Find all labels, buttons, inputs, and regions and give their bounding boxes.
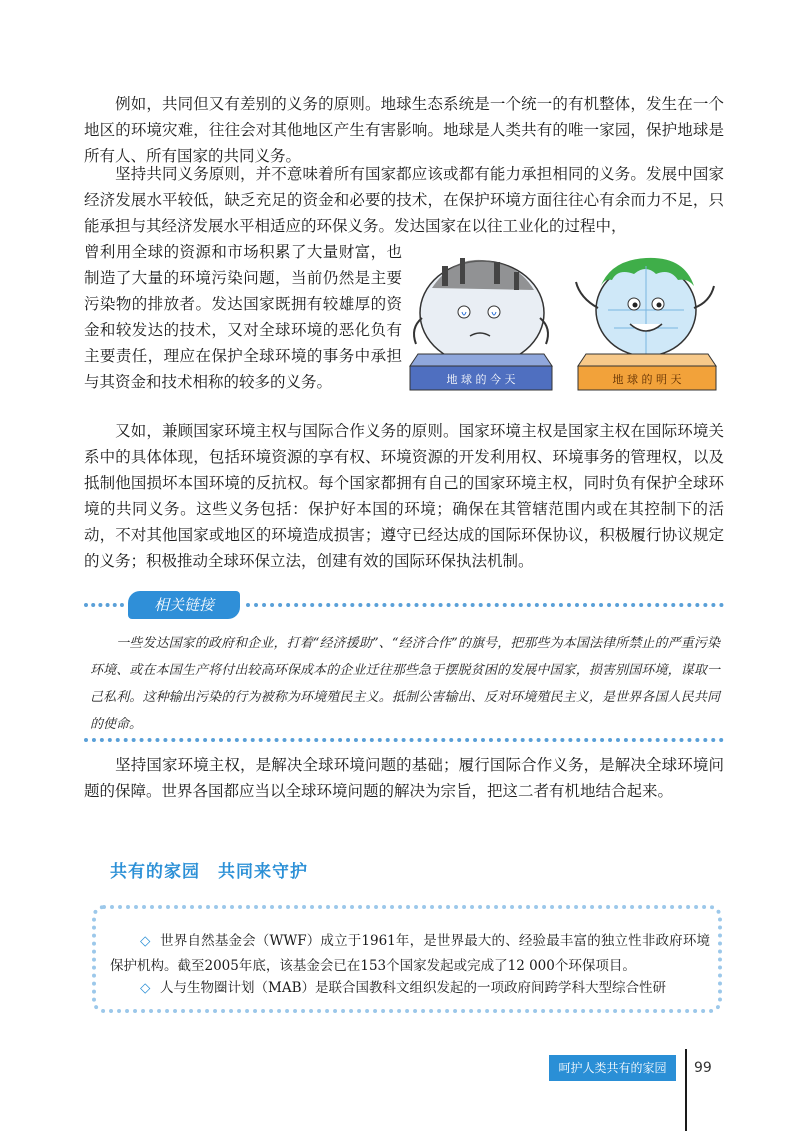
green-earth-figure (576, 258, 714, 356)
info-bullet-mab: ◇ 人与生物圈计划（MAB）是联合国教科文组织发起的一项政府间跨学科大型综合性研 (110, 976, 710, 1001)
divider-dotted (246, 603, 724, 607)
section-title: 共有的家园 共同来守护 (110, 862, 308, 882)
footer-rule (685, 1049, 687, 1131)
paragraph-shared-duty: 坚持共同义务原则，并不意味着所有国家都应该或都有能力承担相同的义务。发展中国家经济发展水平较低，缺乏充足的资金和必要的技术，在保护环境方面往往心有余而力不足，只能承担与其经济发展水平相适应的环保义务。发达国家在以往工业化的过程中， (84, 165, 724, 235)
divider-dotted (84, 738, 724, 742)
earth-today-tomorrow-cartoon (402, 248, 724, 398)
pedestal-today-label: 地 球 的 今 天 (446, 373, 516, 386)
polluted-earth-figure (414, 258, 548, 365)
paragraph-common-obligation: 例如，共同但又有差别的义务的原则。地球生态系统是一个统一的有机整体，发生在一个地区的环境灾难，往往会对其他地区产生有害影响。地球是人类共有的唯一家园，保护地球是所有人、所有国家的共同义务。 (84, 95, 724, 165)
paragraph-environmental-sovereignty: 又如，兼顾国家环境主权与国际合作义务的原则。国家环境主权是国家主权在国际环境关系中的具体体现，包括环境资源的享有权、环境资源的开发利用权、环境事务的管理权，以及抵制他国损坏本国环境的反抗权。每个国家都拥有自己的国家环境主权，同时负有保护全球环境的共同义务。这些义务包括：保护好本国的环境；确保在其管辖范围内或在其控制下的活动，不对其他国家或地区的环境造成损害；遵守已经达成的国际环保协议，积极履行协议规定的义务；积极推动全球环保立法，创建有效的国际环保执法机制。 (84, 422, 724, 570)
chapter-footer-label: 呵护人类共有的家园 (549, 1055, 676, 1081)
pedestal-tomorrow-label: 地 球 的 明 天 (612, 373, 682, 386)
related-link-text: 一些发达国家的政府和企业，打着“经济援助”、“经济合作”的旗号，把那些为本国法律所禁止的严重污染环境、或在本国生产将付出较高环保成本的企业迁往那些急于摆脱贫困的发展中国家，损害别国环境，谋取一己私利。这种输出污染的行为被称为环境殖民主义。抵制公害输出、反对环境殖民主义，是世界各国人民共同的使命。 (90, 636, 720, 732)
divider-dotted (84, 603, 124, 607)
page-number: 99 (694, 1060, 712, 1076)
diamond-icon: ◇ (140, 980, 151, 996)
paragraph-conclusion: 坚持国家环境主权，是解决全球环境问题的基础；履行国际合作义务，是解决全球环境问题的保障。世界各国都应当以全球环境问题的解决为宗旨，把这二者有机地结合起来。 (84, 756, 724, 800)
info-bullet-wwf: ◇ 世界自然基金会（WWF）成立于1961年，是世界最大的、经验最丰富的独立性非政府环境保护机构。截至2005年底，该基金会已在153个国家发起或完成了12 000个环保项目。 (110, 929, 710, 979)
paragraph-developed-nations: 曾利用全球的资源和市场积累了大量财富，也制造了大量的环境污染问题，当前仍然是主要污染物的排放者。发达国家既拥有较雄厚的资金和较发达的技术，又对全球环境的恶化负有主要责任，理应在保护全球环境的事务中承担与其资金和技术相称的较多的义务。 (84, 243, 402, 391)
pedestal-today (410, 354, 552, 390)
related-link-badge: 相关链接 (128, 591, 240, 619)
pedestal-tomorrow (578, 354, 716, 390)
diamond-icon: ◇ (140, 933, 151, 949)
